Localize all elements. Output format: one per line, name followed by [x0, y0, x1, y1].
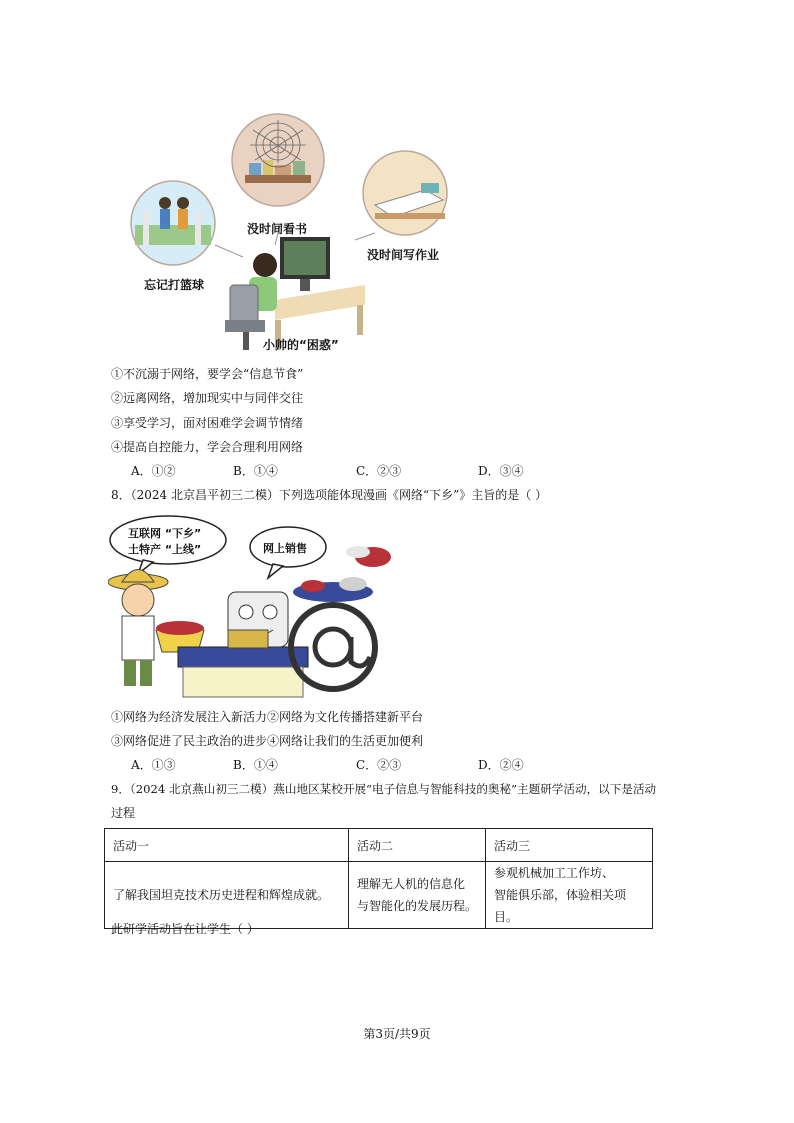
table-header-cell: 活动三 — [486, 829, 653, 862]
table-header-cell: 活动二 — [349, 829, 486, 862]
bubble-online-sales: 网上销售 — [263, 542, 307, 555]
homework-desk-bubble — [363, 151, 447, 235]
q7-statement-4: ④提高自控能力，学会合理利用网络 — [111, 440, 304, 454]
q7-statement-3: ③享受学习，面对困难学会调节情绪 — [111, 416, 304, 430]
label-no-time-homework: 没时间写作业 — [367, 248, 440, 262]
label-forgot-basketball: 忘记打篮球 — [144, 278, 205, 292]
cell-line: 与智能化的发展历程。 — [357, 899, 478, 913]
table-cell — [486, 862, 653, 929]
page-footer: 第3页/共9页 — [363, 1027, 431, 1041]
q7-statement-1: ①不沉溺于网络，要学会“信息节食” — [111, 367, 304, 381]
q8-statement-2: ③网络促进了民主政治的进步④网络让我们的生活更加便利 — [111, 734, 424, 748]
boy-at-computer — [225, 237, 365, 350]
q7-option-b[interactable]: B．①④ — [233, 464, 278, 478]
cell-line: 参观机械加工工作坊、 — [494, 866, 615, 880]
q9-stem-line1: 9．（2024 北京燕山初三二模）燕山地区某校开展“电子信息与智能科技的奥秘”主题研学活动，以下是活动 — [111, 782, 657, 796]
basketball-kids-bubble — [131, 181, 215, 265]
cartoon-caption: 小帅的“困惑” — [263, 338, 339, 352]
cell-line: 理解无人机的信息化 — [357, 877, 466, 891]
table-header-cell: 活动一 — [105, 829, 349, 862]
table-cell — [105, 862, 349, 929]
table-cell — [349, 862, 486, 929]
bubble-farmer-line2: 土特产 “上线” — [128, 543, 202, 556]
q8-stem: 8．（2024 北京昌平初三二模）下列选项能体现漫画《网络“下乡”》主旨的是（ ） — [111, 488, 548, 502]
table-row — [105, 862, 653, 929]
cell-line: 智能俱乐部，体验相关项目。 — [494, 888, 627, 924]
q8-statement-1: ①网络为经济发展注入新活力②网络为文化传播搭建新平台 — [111, 710, 424, 724]
q7-statement-2: ②远离网络，增加现实中与同伴交往 — [111, 391, 304, 405]
q8-option-b[interactable]: B．①④ — [233, 758, 278, 772]
q7-option-a[interactable]: A．①② — [131, 464, 176, 478]
table-header-row — [105, 829, 653, 862]
q7-option-d[interactable]: D．③④ — [478, 464, 524, 478]
activity-table — [104, 828, 653, 929]
q9-stem-line2: 过程 — [111, 806, 136, 820]
cell-line: 了解我国坦克技术历史进程和辉煌成就。 — [113, 888, 330, 902]
q8-option-d[interactable]: D．②④ — [478, 758, 524, 772]
q7-option-c[interactable]: C．②③ — [356, 464, 402, 478]
label-no-time-books: 没时间看书 — [247, 222, 308, 236]
q8-option-c[interactable]: C．②③ — [356, 758, 402, 772]
bubble-farmer-line1: 互联网 “下乡” — [128, 527, 202, 540]
q8-option-a[interactable]: A．①③ — [131, 758, 176, 772]
q9-question: 此研学活动旨在让学生（ ） — [111, 922, 259, 936]
books-cobweb-bubble — [232, 114, 324, 206]
